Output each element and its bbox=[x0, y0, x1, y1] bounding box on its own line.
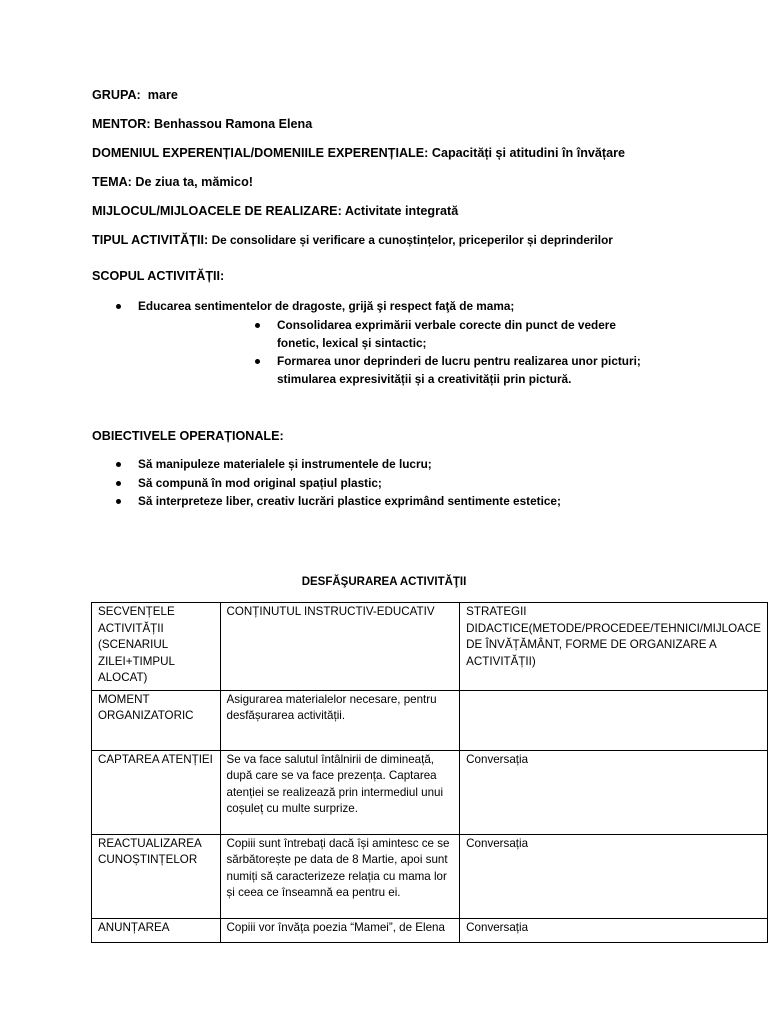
desfasurarea-title: DESFĂŞURAREA ACTIVITĂŢII bbox=[301, 576, 467, 588]
seq-cell: MOMENT ORGANIZATORIC bbox=[92, 690, 221, 750]
bullet-icon bbox=[116, 462, 121, 467]
scopul-item bbox=[138, 298, 698, 316]
domeniul-line bbox=[92, 146, 625, 160]
table-row bbox=[92, 750, 768, 834]
domeniul-label: DOMENIUL EXPERENȚIAL/DOMENIILE EXPERENȚIALE: bbox=[92, 146, 429, 160]
domeniul-value: Capacități și atitudini în învățare bbox=[431, 146, 625, 160]
strategy-cell: Conversația bbox=[460, 918, 768, 942]
tema-label: TEMA: bbox=[92, 175, 132, 189]
grupa-value: mare bbox=[147, 88, 178, 102]
obiective-item-text: Să interpreteze liber, creativ lucrări plastice exprimând sentimente estetice; bbox=[138, 494, 561, 508]
strategy-cell bbox=[460, 690, 768, 750]
obiective-item bbox=[138, 493, 698, 511]
obiective-item bbox=[138, 456, 698, 474]
tema-line bbox=[92, 175, 253, 189]
bullet-icon bbox=[116, 481, 121, 486]
bullet-icon bbox=[255, 359, 260, 364]
mentor-value: Benhassou Ramona Elena bbox=[154, 117, 313, 131]
obiective-item bbox=[138, 475, 698, 493]
obiective-item-text: Să manipuleze materialele și instrumentele de lucru; bbox=[138, 457, 432, 471]
tema-value: De ziua ta, mămico! bbox=[135, 175, 253, 189]
obiective-title: OBIECTIVELE OPERAȚIONALE: bbox=[92, 429, 284, 443]
mijlocul-line bbox=[92, 204, 458, 218]
bullet-icon bbox=[255, 323, 260, 328]
bullet-icon bbox=[116, 499, 121, 504]
table-row bbox=[92, 918, 768, 942]
content-cell: Copiii vor învăța poezia “Mamei”, de Elena bbox=[220, 918, 460, 942]
header-cell: STRATEGII DIDACTICE(METODE/PROCEDEE/TEHNICI/MIJLOACE DE ÎNVĂȚĂMÂNT, FORME DE ORGANIZARE A ACTIVITĂȚII) bbox=[460, 603, 768, 691]
seq-cell: CAPTAREA ATENȚIEI bbox=[92, 750, 221, 834]
mentor-line bbox=[92, 117, 312, 131]
mentor-label: MENTOR: bbox=[92, 117, 151, 131]
content-cell: Se va face salutul întâlnirii de dimineață, după care se va face prezența. Captarea atenției se realizează prin intermediul unui coșuleț cu multe surprize. bbox=[220, 750, 460, 834]
header-cell: CONȚINUTUL INSTRUCTIV-EDUCATIV bbox=[220, 603, 460, 691]
mijlocul-value: Activitate integrată bbox=[344, 204, 459, 218]
content-cell: Asigurarea materialelor necesare, pentru desfășurarea activității. bbox=[220, 690, 460, 750]
seq-cell: REACTUALIZAREA CUNOȘTINȚELOR bbox=[92, 834, 221, 918]
scopul-title: SCOPUL ACTIVITĂȚII: bbox=[92, 269, 225, 283]
scopul-item bbox=[277, 317, 652, 352]
tipul-label: TIPUL ACTIVITĂȚII: bbox=[92, 233, 209, 247]
seq-cell: ANUNȚAREA bbox=[92, 918, 221, 942]
grupa-line bbox=[92, 88, 178, 102]
scopul-item-text: Consolidarea exprimării verbale corecte din punct de vedere fonetic, lexical și sintactic; bbox=[277, 318, 616, 350]
bullet-icon bbox=[116, 304, 121, 309]
table-row bbox=[92, 690, 768, 750]
mijlocul-label: MIJLOCUL/MIJLOACELE DE REALIZARE: bbox=[92, 204, 342, 218]
strategy-cell: Conversația bbox=[460, 750, 768, 834]
scopul-item-text: Educarea sentimentelor de dragoste, grijă şi respect faţă de mama; bbox=[138, 299, 515, 313]
scopul-item-text: Formarea unor deprinderi de lucru pentru realizarea unor picturi; stimularea expresivității și a creativității prin pictură. bbox=[277, 354, 641, 386]
strategy-cell: Conversația bbox=[460, 834, 768, 918]
grupa-label: GRUPA: bbox=[92, 88, 141, 102]
obiective-item-text: Să compună în mod original spațiul plastic; bbox=[138, 476, 382, 490]
tipul-line bbox=[92, 233, 613, 247]
table-row bbox=[92, 834, 768, 918]
tipul-value: De consolidare și verificare a cunoștințelor, priceperilor și deprinderilor bbox=[211, 233, 613, 247]
content-cell: Copiii sunt întrebați dacă își amintesc ce se sărbătorește pe data de 8 Martie, apoi sunt numiți să caracterizeze relația cu mama lor și ceea ce înseamnă ea pentru ei. bbox=[220, 834, 460, 918]
scopul-item bbox=[277, 353, 677, 388]
desfasurarea-table bbox=[91, 602, 768, 943]
table-header-row bbox=[92, 603, 768, 691]
header-cell: SECVENȚELE ACTIVITĂȚII (SCENARIUL ZILEI+TIMPUL ALOCAT) bbox=[92, 603, 221, 691]
